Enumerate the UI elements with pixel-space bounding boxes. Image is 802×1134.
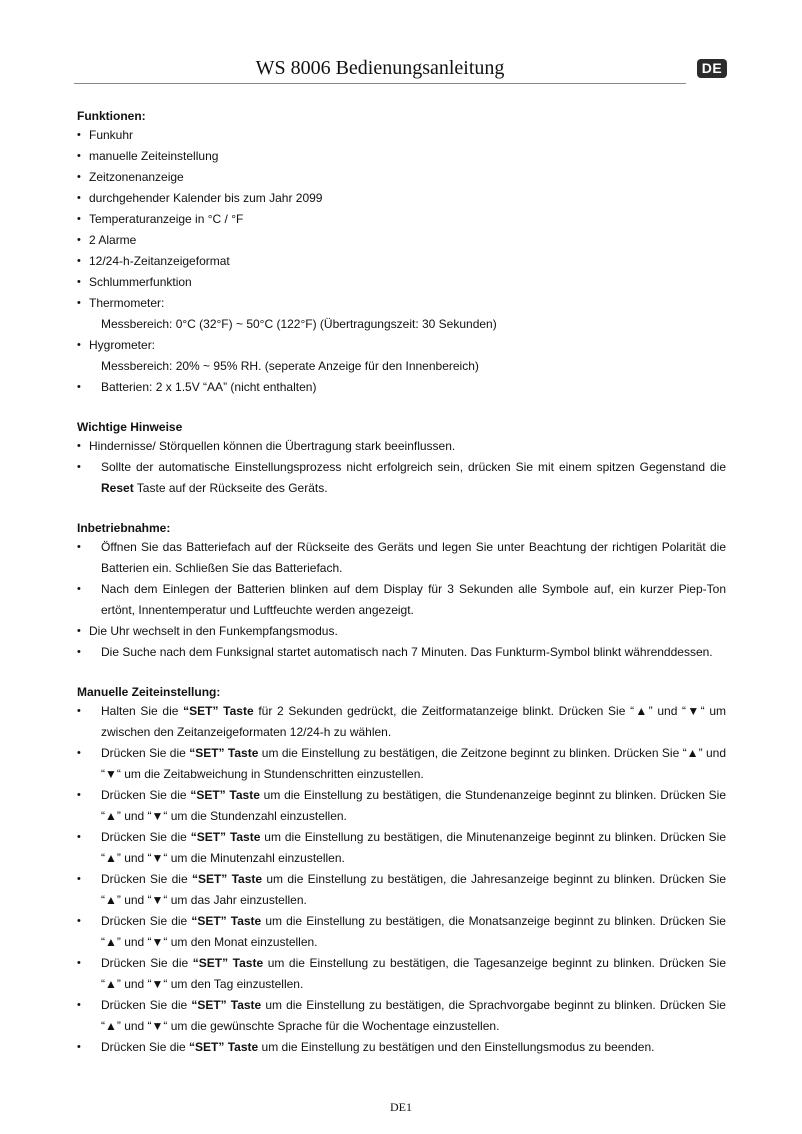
set-key-label: “SET” Taste (189, 746, 259, 760)
set-key-label: “SET” Taste (183, 704, 254, 718)
list-item (77, 827, 726, 869)
step-text: Drücken Sie die (101, 1040, 190, 1054)
step-text: um die Einstellung zu bestätigen, die Sprachvorgabe beginnt zu blinken. Drücken Sie “▲” und “▼“ um die gewünschte Sprache für die Wochentage einzustellen. (101, 998, 726, 1033)
step-text: um die Einstellung zu bestätigen, die Minutenanzeige beginnt zu blinken. Drücken Sie “▲” und “▼“ um die Minutenzahl einzustellen. (101, 830, 727, 865)
step-text: Drücken Sie die (101, 830, 191, 844)
list-item: • Batterien: 2 x 1.5V “AA” (nicht enthalten) (77, 377, 726, 398)
page-number: DE1 (390, 1100, 412, 1114)
list-item: • 12/24-h-Zeitanzeigeformat (77, 251, 726, 272)
list-item: • Hygrometer: (77, 335, 726, 356)
step-text: Drücken Sie die (101, 956, 193, 970)
section-heading-functions: Funktionen: (77, 109, 146, 123)
list-item: • Funkuhr (77, 125, 726, 146)
list-item: • Die Suche nach dem Funksignal startet automatisch nach 7 Minuten. Das Funkturm-Symbol blinkt währenddessen. (77, 642, 726, 663)
list-item (77, 869, 726, 911)
section-heading-manual-time: Manuelle Zeiteinstellung: (77, 685, 221, 699)
step-text: um die Einstellung zu bestätigen, die Jahresanzeige beginnt zu blinken. Drücken Sie “▲” und “▼“ um das Jahr einzustellen. (101, 872, 727, 907)
list-item (77, 743, 726, 785)
set-key-label: “SET” Taste (190, 830, 261, 844)
title-underline (74, 83, 686, 84)
list-item (77, 995, 726, 1037)
set-key-label: “SET” Taste (190, 788, 260, 802)
step-text: Drücken Sie die (101, 998, 192, 1012)
list-item: • Hindernisse/ Störquellen können die Übertragung stark beeinflussen. (77, 436, 726, 457)
step-text: Drücken Sie die (101, 872, 192, 886)
list-item: • Die Uhr wechselt in den Funkempfangsmodus. (77, 621, 726, 642)
step-text: Drücken Sie die (101, 746, 190, 760)
list-item (77, 953, 726, 995)
list-item: • manuelle Zeiteinstellung (77, 146, 726, 167)
list-item (77, 457, 726, 499)
step-text: um die Einstellung zu bestätigen, die Zeitzone beginnt zu blinken. Drücken Sie “▲” und “▼“ um die Zeitabweichung in Stundenschritten einzustellen. (101, 746, 727, 781)
list-item: • Temperaturanzeige in °C / °F (77, 209, 726, 230)
set-key-label: “SET” Taste (192, 956, 264, 970)
manual-content (77, 107, 726, 1058)
note-text-end: Taste auf der Rückseite des Geräts. (133, 481, 328, 495)
list-item: • Schlummerfunktion (77, 272, 726, 293)
language-badge: DE (697, 59, 727, 78)
thermometer-range: Messbereich: 0°C (32°F) ~ 50°C (122°F) (Übertragungszeit: 30 Sekunden) (101, 317, 497, 331)
step-text: Drücken Sie die (101, 788, 191, 802)
step-text: für 2 Sekunden gedrückt, die Zeitformatanzeige blinkt. Drücken Sie “▲” und “▼“ um zwischen den Zeitanzeigeformaten 12/24-h zu wählen. (101, 704, 727, 739)
set-key-label: “SET” Taste (189, 1040, 259, 1054)
list-item: • Öffnen Sie das Batteriefach auf der Rückseite des Geräts und legen Sie unter Beachtung der richtigen Polarität die Batterien ein. Schließen Sie das Batteriefach. (77, 537, 726, 579)
set-key-label: “SET” Taste (191, 914, 262, 928)
list-item (77, 785, 726, 827)
list-item (77, 701, 726, 743)
set-key-label: “SET” Taste (191, 872, 263, 886)
list-item: • Thermometer: (77, 293, 726, 314)
step-text: um die Einstellung zu bestätigen, die Tagesanzeige beginnt zu blinken. Drücken Sie “▲” und “▼“ um den Tag einzustellen. (101, 956, 726, 991)
list-item (77, 1037, 726, 1058)
list-item: • durchgehender Kalender bis zum Jahr 2099 (77, 188, 726, 209)
hygrometer-range: Messbereich: 20% ~ 95% RH. (seperate Anzeige für den Innenbereich) (101, 359, 479, 373)
reset-label: Reset (101, 481, 134, 495)
list-item (77, 911, 726, 953)
list-item: • Zeitzonenanzeige (77, 167, 726, 188)
step-text: um die Einstellung zu bestätigen und den Einstellungsmodus zu beenden. (258, 1040, 655, 1054)
page-title: WS 8006 Bedienungsanleitung (255, 57, 505, 79)
list-item: • 2 Alarme (77, 230, 726, 251)
section-heading-startup: Inbetriebnahme: (77, 521, 171, 535)
note-text: Sollte der automatische Einstellungsprozess nicht erfolgreich sein, drücken Sie mit einem spitzen Gegenstand die (101, 460, 726, 474)
step-text: um die Einstellung zu bestätigen, die Stundenanzeige beginnt zu blinken. Drücken Sie “▲” und “▼“ um die Stundenzahl einzustellen. (101, 788, 726, 823)
set-key-label: “SET” Taste (191, 998, 262, 1012)
step-text: Halten Sie die (101, 704, 184, 718)
list-item: • Nach dem Einlegen der Batterien blinken auf dem Display für 3 Sekunden alle Symbole auf, ein kurzer Piep-Ton ertönt, Innentemperatur und Luftfeuchte werden angezeigt. (77, 579, 726, 621)
step-text: Drücken Sie die (101, 914, 192, 928)
step-text: um die Einstellung zu bestätigen, die Monatsanzeige beginnt zu blinken. Drücken Sie “▲” und “▼“ um den Monat einzustellen. (101, 914, 726, 949)
section-heading-notes: Wichtige Hinweise (77, 420, 183, 434)
